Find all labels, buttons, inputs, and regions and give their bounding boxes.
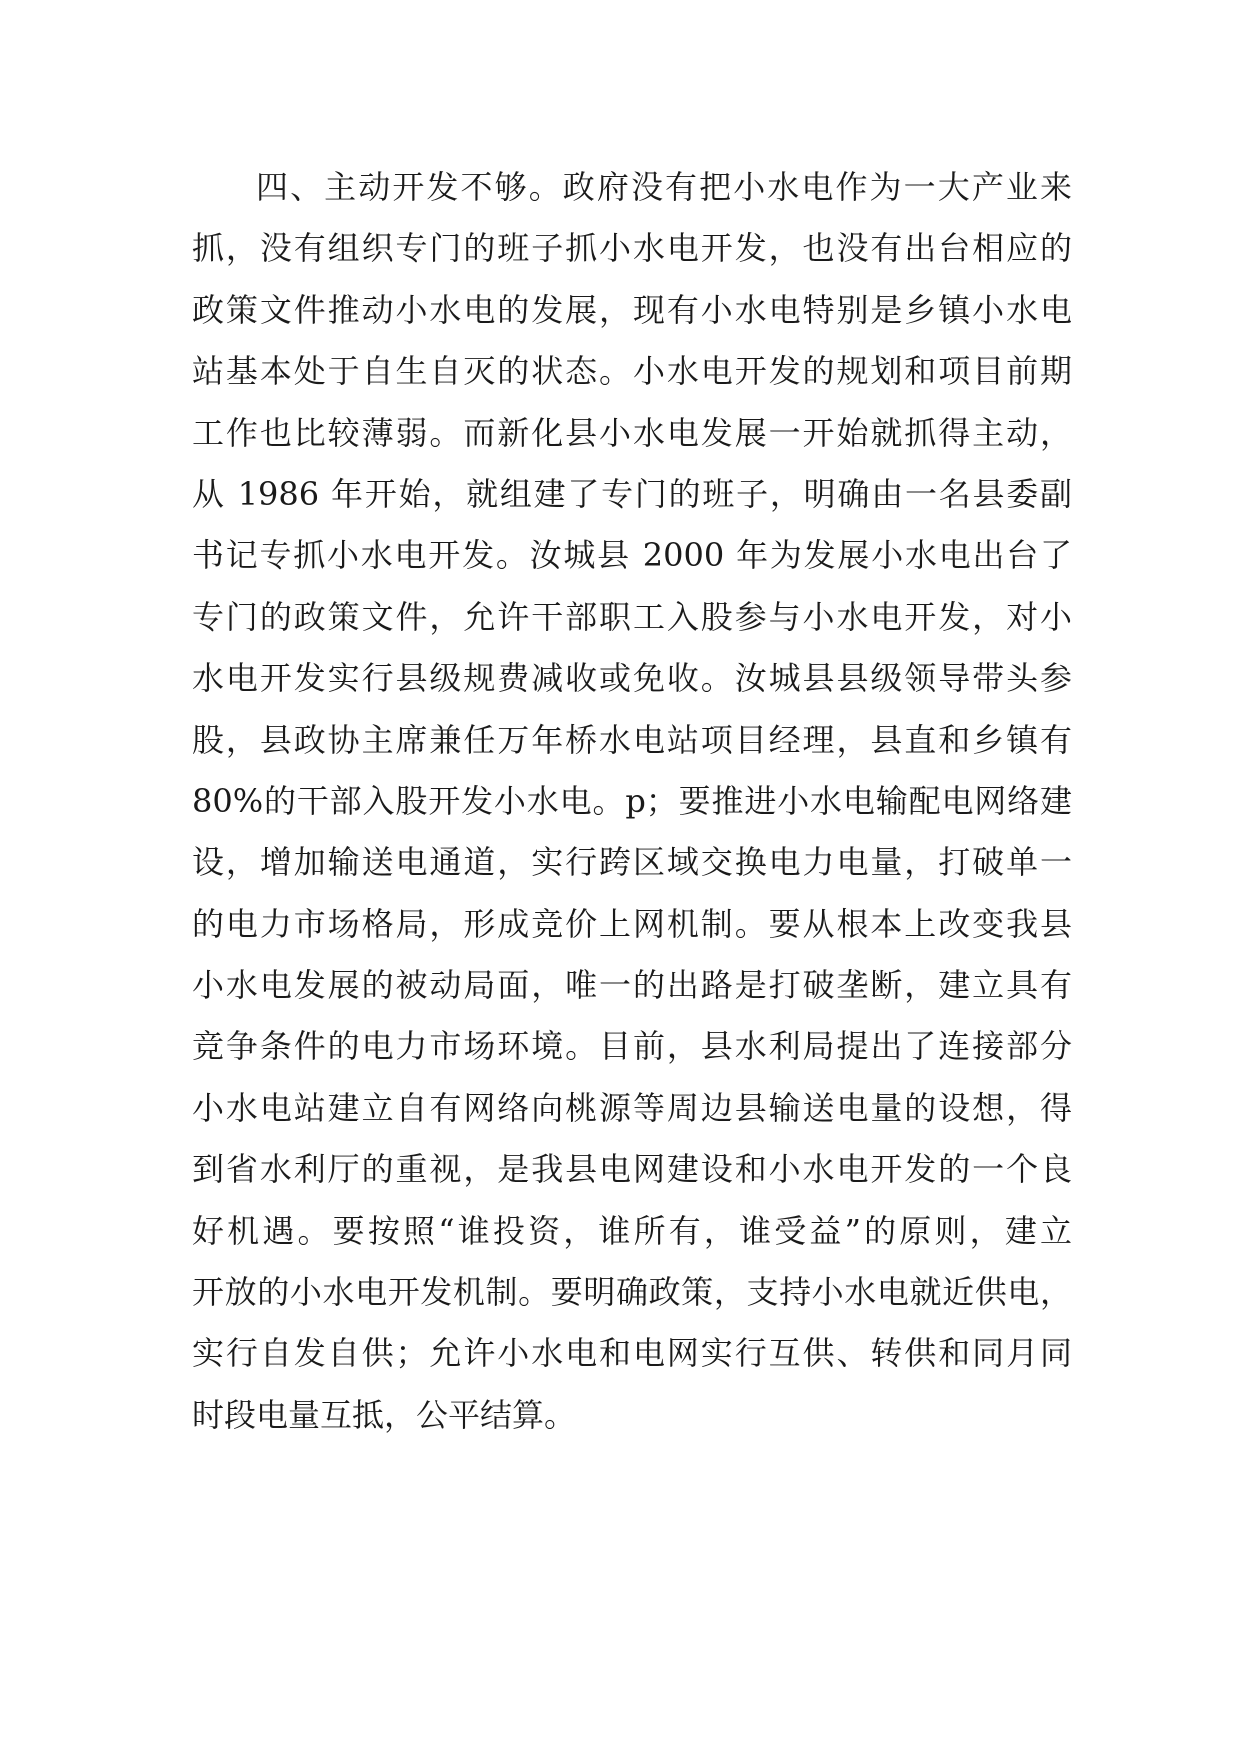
text-line: 专门的政策文件，允许干部职工入股参与小水电开发，对小 — [192, 597, 1072, 636]
text-line: 从 1986 年开始，就组建了专门的班子，明确由一名县委副 — [192, 474, 1072, 513]
text-line: 设，增加输送电通道，实行跨区域交换电力电量，打破单一 — [192, 843, 1072, 882]
body-paragraph — [192, 157, 1072, 1446]
text-line: 到省水利厅的重视，是我县电网建设和小水电开发的一个良 — [192, 1150, 1072, 1189]
text-line: 工作也比较薄弱。而新化县小水电发展一开始就抓得主动， — [192, 413, 1072, 452]
text-line: 站基本处于自生自灭的状态。小水电开发的规划和项目前期 — [192, 352, 1072, 391]
text-line: 好机遇。要按照“谁投资，谁所有，谁受益”的原则，建立 — [192, 1211, 1072, 1250]
text-line: 小水电站建立自有网络向桃源等周边县输送电量的设想，得 — [192, 1088, 1072, 1127]
text-line: 水电开发实行县级规费减收或免收。汝城县县级领导带头参 — [192, 659, 1072, 698]
text-line: 四、主动开发不够。政府没有把小水电作为一大产业来 — [256, 168, 1072, 206]
text-line: 实行自发自供；允许小水电和电网实行互供、转供和同月同 — [192, 1334, 1072, 1373]
text-line: 竞争条件的电力市场环境。目前，县水利局提出了连接部分 — [192, 1027, 1072, 1066]
text-line: 政策文件推动小水电的发展，现有小水电特别是乡镇小水电 — [192, 290, 1072, 329]
text-line: 书记专抓小水电开发。汝城县 2000 年为发展小水电出台了 — [192, 536, 1072, 575]
text-line: 股，县政协主席兼任万年桥水电站项目经理，县直和乡镇有 — [192, 720, 1072, 759]
text-line: 的电力市场格局，形成竞价上网机制。要从根本上改变我县 — [192, 904, 1072, 943]
text-line: 时段电量互抵，公平结算。 — [192, 1395, 577, 1434]
text-line: 80%的干部入股开发小水电。p；要推进小水电输配电网络建 — [192, 781, 1072, 820]
text-line: 抓，没有组织专门的班子抓小水电开发，也没有出台相应的 — [192, 229, 1072, 268]
text-line: 小水电发展的被动局面，唯一的出路是打破垄断，建立具有 — [192, 966, 1072, 1005]
text-line: 开放的小水电开发机制。要明确政策，支持小水电就近供电， — [192, 1273, 1072, 1312]
